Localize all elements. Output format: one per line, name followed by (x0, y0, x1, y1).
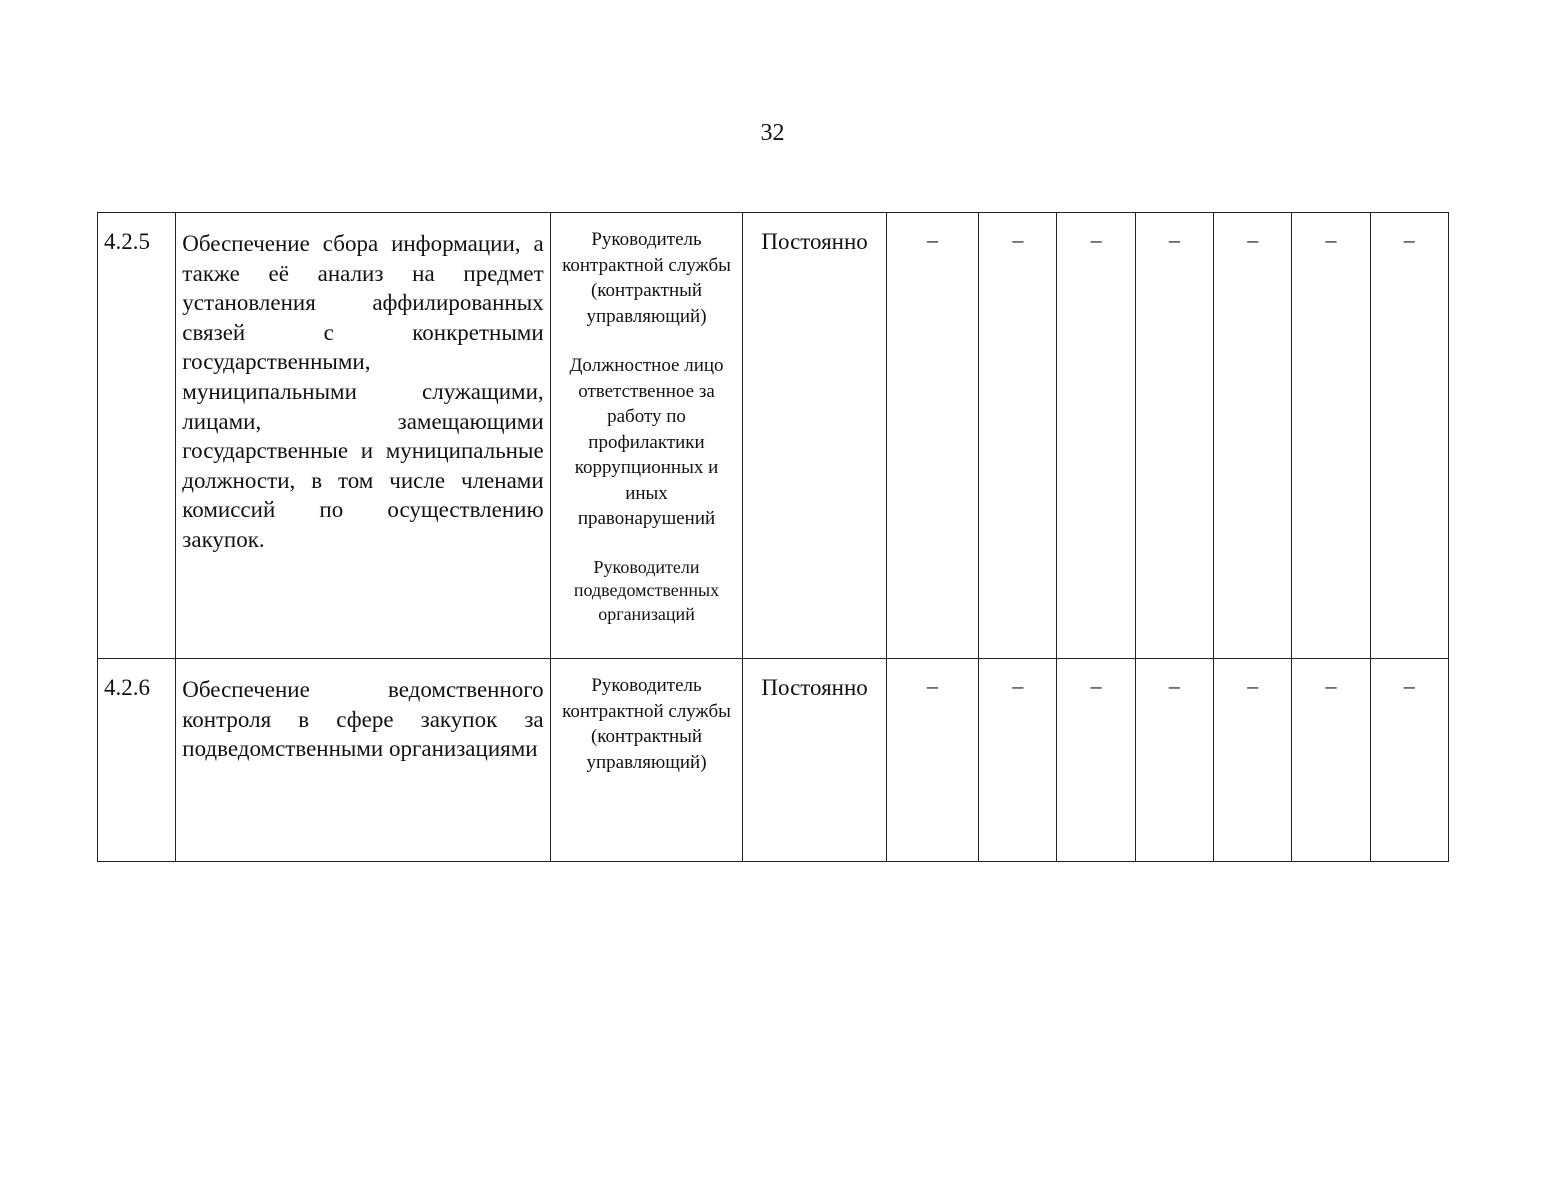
page-number: 32 (760, 120, 785, 146)
mark-cell (1057, 213, 1135, 659)
responsible-person: Руководитель контрактной службы (контрактный управляющий) (562, 675, 731, 773)
measure-description: Обеспечение сбора информации, а также её анализ на предмет установления аффилированных связей с конкретными государственными, муниципальными служащими, лицами, замещающими государственные и муниципальные должности, в том числе членами комиссий по осуществлению закупок. (182, 231, 544, 552)
mark-cell (886, 213, 978, 659)
responsible-cell (550, 213, 743, 659)
mark-cell (979, 659, 1057, 862)
description-cell (176, 659, 550, 862)
mark-cell (1214, 213, 1292, 659)
term-cell (743, 659, 887, 862)
responsible-person: Руководитель контрактной службы (контрактный управляющий) (562, 229, 731, 327)
mark-cell (1370, 659, 1448, 862)
responsible-person: Руководители подведомственных организаций (573, 556, 720, 624)
row-number: 4.2.5 (104, 229, 150, 254)
dash-mark: – (1012, 227, 1024, 252)
row-number-cell (98, 659, 176, 862)
description-cell (176, 213, 550, 659)
measure-description: Обеспечение ведомственного контроля в сфере закупок за подведомственными организациями (182, 677, 544, 762)
mark-cell (1370, 213, 1448, 659)
row-number: 4.2.6 (104, 675, 150, 700)
dash-mark: – (1403, 227, 1415, 252)
term-text: Постоянно (761, 229, 868, 254)
measures-table (97, 212, 1449, 862)
dash-mark: – (1247, 227, 1259, 252)
table-row (98, 213, 1449, 659)
dash-mark: – (1090, 673, 1102, 698)
mark-cell (1292, 213, 1370, 659)
dash-mark: – (1168, 673, 1180, 698)
mark-cell (1214, 659, 1292, 862)
row-number-cell (98, 213, 176, 659)
dash-mark: – (1325, 227, 1337, 252)
term-text: Постоянно (761, 675, 868, 700)
dash-mark: – (927, 673, 939, 698)
dash-mark: – (927, 227, 939, 252)
dash-mark: – (1247, 673, 1259, 698)
dash-mark: – (1325, 673, 1337, 698)
dash-mark: – (1012, 673, 1024, 698)
responsible-person: Должностное лицо ответственное за работу по профилактики коррупционных и иных правонарушений (569, 355, 724, 529)
mark-cell (1135, 213, 1213, 659)
dash-mark: – (1168, 227, 1180, 252)
mark-cell (1057, 659, 1135, 862)
mark-cell (1292, 659, 1370, 862)
responsible-cell (550, 659, 743, 862)
mark-cell (886, 659, 978, 862)
term-cell (743, 213, 887, 659)
dash-mark: – (1090, 227, 1102, 252)
table-row (98, 659, 1449, 862)
mark-cell (979, 213, 1057, 659)
mark-cell (1135, 659, 1213, 862)
dash-mark: – (1403, 673, 1415, 698)
